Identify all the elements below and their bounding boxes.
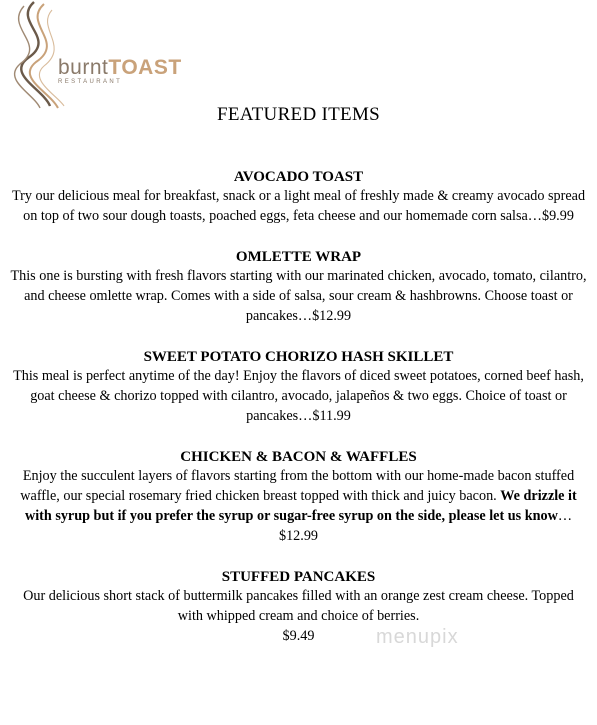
- watermark: menupix: [376, 626, 459, 648]
- menu-item-price: $12.99: [278, 528, 318, 544]
- menu-item: [0, 168, 597, 226]
- menu-item-description: Try our delicious meal for breakfast, snack or a light meal of freshly made & creamy avocado spread on top of two sour dough toasts, poached eggs, feta cheese and our homemade corn salsa…$9.99: [11, 188, 586, 224]
- menu-item: [0, 568, 597, 646]
- logo-wordmark: burntTOAST: [58, 56, 182, 79]
- logo-subtitle: RESTAURANT: [58, 79, 123, 85]
- menu-item-price: $9.99: [541, 208, 574, 224]
- menu-item-name: STUFFED PANCAKES: [221, 569, 376, 585]
- menu-item: [0, 248, 597, 326]
- menu-item-price: $11.99: [312, 408, 351, 424]
- menu-item-price: $12.99: [312, 308, 352, 324]
- menu-item-description: This one is bursting with fresh flavors starting with our marinated chicken, avocado, tomato, cilantro, and cheese omlette wrap. Comes with a side of salsa, sour cream & hashbrowns. Choose toast or pancakes…$12.99: [10, 268, 587, 324]
- menu-item: [0, 448, 597, 546]
- menu-item-description: Enjoy the succulent layers of flavors starting from the bottom with our home-made bacon stuffed waffle, our special rosemary fried chicken breast topped with thick and juicy bacon. We drizzle it with syrup but if you prefer the syrup or sugar-free syrup on the side, please let us know…$12.99: [20, 468, 577, 544]
- menu-item-name: CHICKEN & BACON & WAFFLES: [180, 449, 417, 465]
- restaurant-logo: [0, 0, 200, 110]
- menu-item-name: OMLETTE WRAP: [235, 249, 362, 265]
- menu-item: [0, 348, 597, 426]
- featured-items-list: [0, 168, 597, 668]
- menu-item-name: SWEET POTATO CHORIZO HASH SKILLET: [143, 349, 454, 365]
- menu-item-description: Our delicious short stack of buttermilk pancakes filled with an orange zest cream cheese. Topped with whipped cream and choice of berries. $9.49: [23, 588, 574, 644]
- swirl-logo-icon: [0, 0, 70, 110]
- menu-item-price: $9.49: [282, 628, 315, 644]
- page-title: FEATURED ITEMS: [216, 104, 381, 125]
- menu-item-name: AVOCADO TOAST: [233, 169, 364, 185]
- menu-item-description: This meal is perfect anytime of the day! Enjoy the flavors of diced sweet potatoes, corned beef hash, goat cheese & chorizo topped with cilantro, avocado, jalapeños & two eggs. Choice of toast or pancakes…$11.99: [13, 368, 584, 424]
